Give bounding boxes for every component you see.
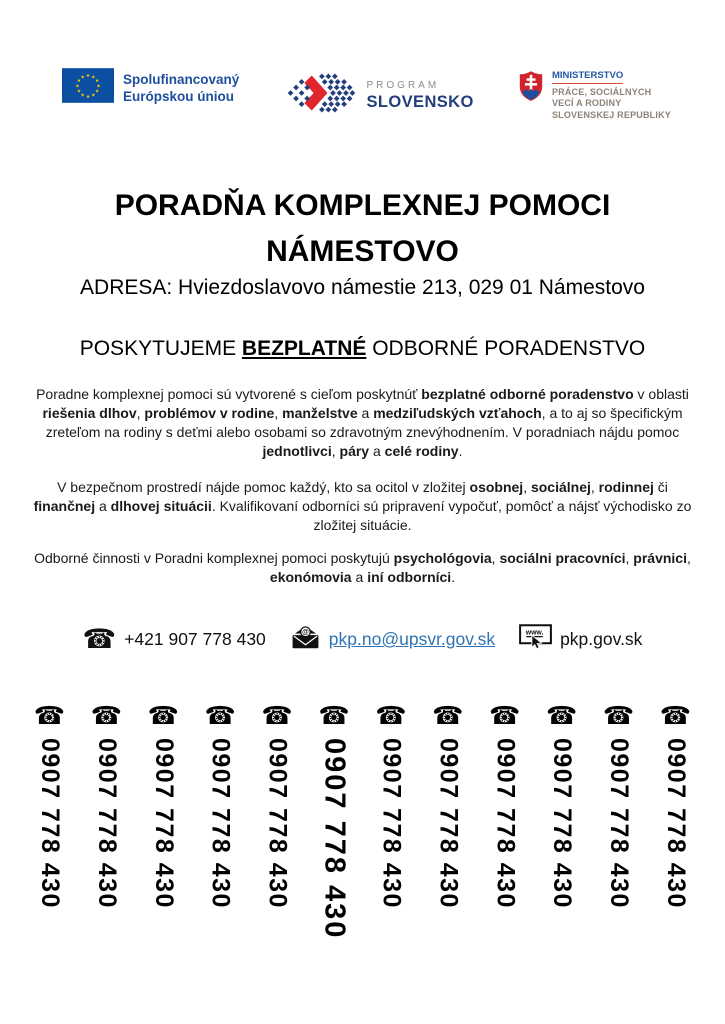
page-title-line2: NÁMESTOVO	[266, 235, 459, 268]
phone-icon: ☎	[375, 702, 407, 730]
strip-phone-number: 0907 778 430	[605, 738, 634, 909]
page-title	[0, 183, 725, 275]
slovak-coat-of-arms-icon	[518, 70, 544, 107]
strip-phone-number: 0907 778 430	[36, 738, 64, 909]
contact-website	[519, 624, 642, 655]
contact-phone	[83, 626, 266, 653]
strip-phone-number: 0907 778 430	[661, 738, 690, 909]
phone-icon: ☎	[318, 702, 350, 730]
eu-logo-text	[123, 71, 239, 105]
tearoff-strip	[193, 704, 248, 939]
phone-icon: ☎	[82, 624, 117, 654]
strip-phone-number: 0907 778 430	[149, 738, 178, 909]
strip-phone-number: 0907 778 430	[263, 738, 292, 909]
program-slovensko-text	[367, 80, 474, 112]
tearoff-strip	[591, 704, 646, 939]
program-slovensko-logo	[284, 69, 474, 122]
tearoff-strip	[534, 704, 589, 939]
slovensko-label: SLOVENSKO	[366, 92, 474, 111]
svg-text:★: ★	[76, 89, 82, 95]
email-link[interactable]: pkp.no@upsvr.gov.sk	[328, 629, 496, 649]
eu-logo-text-line2: Európskou úniou	[123, 89, 234, 104]
contact-row	[0, 624, 725, 655]
eu-logo-text-line1: Spolufinancovaný	[123, 72, 240, 87]
phone-icon: ☎	[546, 702, 578, 730]
ministry-label-line3: VECÍ A RODINY	[551, 98, 622, 108]
strip-phone-number: 0907 778 430	[434, 738, 463, 909]
tearoff-strip	[477, 704, 532, 939]
ministry-logo	[518, 70, 671, 121]
envelope-at-icon	[290, 624, 321, 655]
paragraph-services-overview: Poradne komplexnej pomoci sú vytvorené s cieľom poskytnúť bezplatné odborné poradenstvo v oblasti riešenia dlhov, problémov v rodine, manželstve a medziľudských vzťahoch, a to aj so špecifickým zreteľom na rodiny s deťmi alebo osobami so zdravotným znevýhodnením. V poradniach nájdu pomoc jednotlivci, páry a celé rodiny.	[36, 386, 689, 459]
program-slovensko-mark-icon	[284, 69, 358, 122]
phone-icon: ☎	[33, 702, 66, 730]
svg-text:www.: www.	[525, 629, 544, 637]
tearoff-strip	[363, 704, 418, 939]
website-url: pkp.gov.sk	[560, 629, 643, 649]
strip-phone-number: 0907 778 430	[92, 738, 121, 909]
svg-text:★: ★	[85, 95, 91, 101]
eu-flag-icon	[62, 68, 114, 108]
svg-text:★: ★	[75, 84, 80, 90]
svg-text:★: ★	[96, 84, 101, 90]
strip-phone-number: 0907 778 430	[206, 738, 235, 909]
strip-phone-number: 0907 778 430	[548, 738, 577, 909]
phone-icon: ☎	[602, 702, 635, 730]
svg-text:★: ★	[80, 75, 85, 81]
page-title-line1: PORADŇA KOMPLEXNEJ POMOCI	[114, 189, 611, 222]
phone-icon: ☎	[90, 702, 122, 730]
tearoff-strip	[79, 704, 134, 939]
strip-phone-number: 0907 778 430	[491, 738, 520, 909]
tearoff-strip	[307, 704, 362, 939]
svg-text:★: ★	[85, 73, 91, 79]
browser-cursor-icon	[519, 624, 552, 655]
svg-text:@: @	[301, 629, 309, 637]
paragraph-safe-environment: V bezpečnom prostredí nájde pomoc každý, kto sa ocitol v zložitej osobnej, sociálnej, rodinnej či finančnej a dlhovej situácii. Kvalifikovaní odborníci sú pripravení vypočuť, pomôcť a nájsť východisko zo zložitej situácie.	[33, 479, 692, 533]
tearoff-strip	[648, 704, 703, 939]
phone-icon: ☎	[261, 702, 293, 730]
tearoff-strip	[250, 704, 305, 939]
ministry-text	[552, 70, 671, 121]
phone-icon: ☎	[204, 702, 236, 730]
strip-phone-number: 0907 778 430	[377, 738, 406, 909]
program-label: PROGRAM	[366, 79, 440, 91]
phone-icon: ☎	[432, 702, 464, 730]
tearoff-strips	[22, 704, 703, 939]
paragraph-experts: Odborné činnosti v Poradni komplexnej pomoci poskytujú psychológovia, sociálni pracovníci, právnici, ekonómovia a iní odborníci.	[34, 550, 691, 585]
svg-text:★: ★	[80, 93, 85, 99]
contact-email	[290, 624, 495, 655]
svg-text:★: ★	[94, 89, 100, 95]
ministry-label-line4: SLOVENSKEJ REPUBLIKY	[551, 109, 671, 120]
tearoff-strip	[136, 704, 191, 939]
eu-cofunded-logo	[62, 68, 239, 108]
subtitle-free-advice: POSKYTUJEME BEZPLATNÉ ODBORNÉ PORADENSTVO	[79, 337, 646, 360]
address-line: ADRESA: Hviezdoslavovo námestie 213, 029 01 Námestovo	[80, 276, 645, 299]
svg-text:★: ★	[91, 75, 96, 81]
header-logos	[62, 68, 671, 122]
strip-phone-number: 0907 778 430	[318, 738, 351, 940]
svg-text:★: ★	[91, 93, 96, 99]
phone-icon: ☎	[147, 702, 179, 730]
tearoff-strip	[22, 704, 77, 939]
svg-text:★: ★	[76, 79, 82, 85]
tearoff-strip	[420, 704, 475, 939]
svg-text:★: ★	[94, 79, 100, 85]
phone-icon: ☎	[489, 702, 521, 730]
phone-icon: ☎	[659, 702, 692, 730]
ministry-label-line1: MINISTERSTVO	[552, 70, 623, 84]
ministry-label-line2: PRÁCE, SOCIÁLNYCH	[551, 86, 652, 97]
contact-phone-number: +421 907 778 430	[124, 629, 266, 649]
